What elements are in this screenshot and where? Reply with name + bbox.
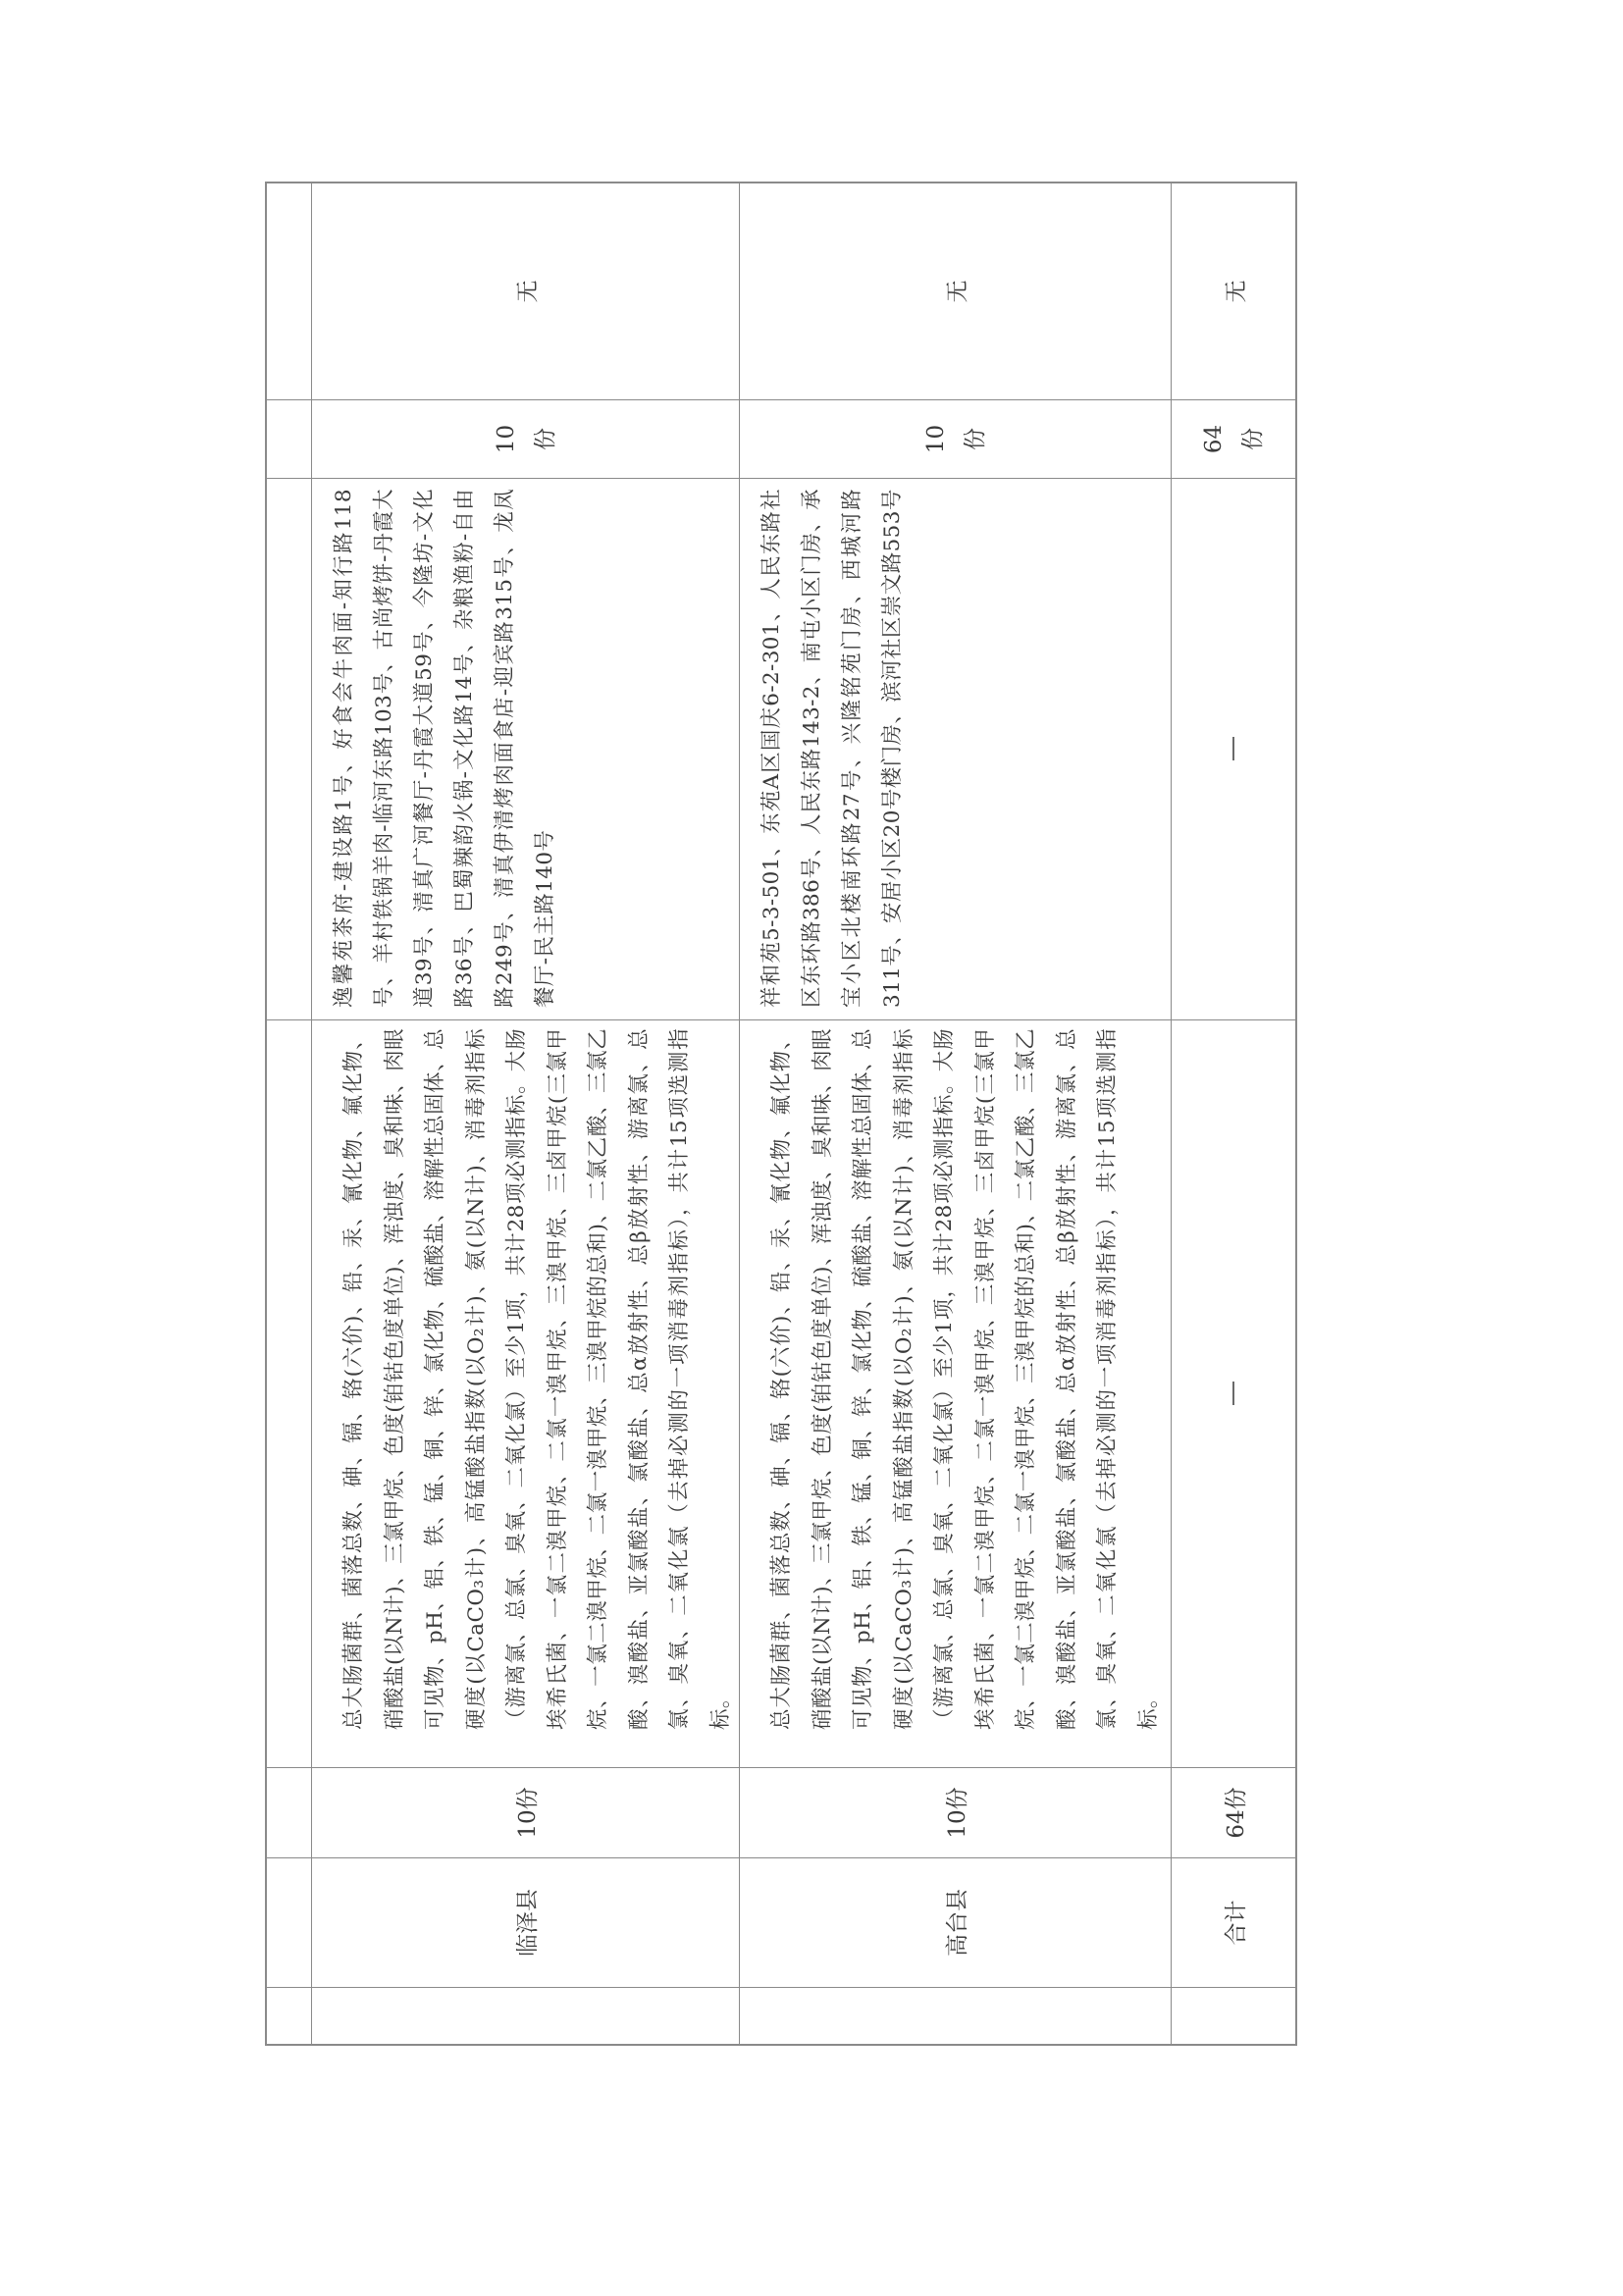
dash-mark: [1232, 1383, 1234, 1406]
empty-dash-cell: [1172, 478, 1295, 1019]
indicators-cell: 总大肠菌群、菌落总数、砷、镉、铬(六价)、铅、汞、氰化物、氟化物、硝酸盐(以N计)、三氯甲烷、色度(铂钴色度单位)、浑浊度、臭和味、肉眼可见物、pH、铝、铁、锰、铜、锌、氯化物、硫酸盐、溶解性总固体、总硬度(以CaCO₃计)、高锰酸盐指数(以O₂计)、氨(以N计)、消毒剂指标（游离氯、总氯、臭氧、二氧化氯）至少1项，共计28项必测指标。大肠埃希氏菌、一氯二溴甲烷、二氯一溴甲烷、三溴甲烷、三卤甲烷(三氯甲烷、一氯二溴甲烷、二氯一溴甲烷、三溴甲烷的总和)、二氯乙酸、三氯乙酸、溴酸盐、亚氯酸盐、氯酸盐、总α放射性、总β放射性、游离氯、总氯、臭氧、二氧化氯（去掉必测的一项消毒剂指标），共计15项选测指标。: [740, 1019, 1172, 1767]
sampling-table-grid: [267, 183, 1295, 2044]
blank-cell: [267, 183, 312, 399]
blank-cell: [312, 1987, 740, 2044]
total-address-count-cell: [1172, 399, 1295, 478]
blank-cell: [267, 399, 312, 478]
address-count-cell: [312, 399, 740, 478]
addresses-cell: 祥和苑5-3-501、东苑A区国庆6-2-301、人民东路社区东环路386号、人民东路143-2、南屯小区门房、承宝小区北楼南环路27号、兴隆铭苑门房、西城河路311号、安居小区20号楼门房、滨河社区崇文路553号: [740, 478, 1172, 1019]
dash-mark: [1232, 738, 1234, 761]
county-cell: 临泽县: [312, 1857, 740, 1987]
total-label-cell: 合计: [1172, 1857, 1295, 1987]
sampling-table: [265, 182, 1297, 2046]
total-count-cell: 64份: [1172, 1767, 1295, 1857]
address-count-number: 64: [1201, 424, 1227, 454]
blank-cell: [267, 1767, 312, 1857]
address-count-unit: 份: [962, 428, 988, 450]
address-count-number: 10: [922, 424, 949, 454]
blank-cell: [267, 1019, 312, 1767]
empty-dash-cell: [1172, 1019, 1295, 1767]
blank-cell: [267, 478, 312, 1019]
remark-cell: 无: [740, 183, 1172, 399]
county-cell: 高台县: [740, 1857, 1172, 1987]
sample-count-cell: 10份: [312, 1767, 740, 1857]
sample-count-cell: 10份: [740, 1767, 1172, 1857]
remark-cell: 无: [312, 183, 740, 399]
address-count-number: 10: [493, 424, 519, 454]
address-count-unit: 份: [532, 428, 558, 450]
addresses-cell: 逸馨苑茶府-建设路1号、好食会牛肉面-知行路118号、羊村铁锅羊肉-临河东路103号、古尚烤饼-丹霞大道39号、清真广河餐厅-丹霞大道59号、今隆坊-文化路36号、巴蜀辣韵火锅-文化路14号、杂粮渔粉-自由路249号、清真伊清烤肉面食店-迎宾路315号、龙凤餐厅-民主路140号: [312, 478, 740, 1019]
indicators-cell: 总大肠菌群、菌落总数、砷、镉、铬(六价)、铅、汞、氰化物、氟化物、硝酸盐(以N计)、三氯甲烷、色度(铂钴色度单位)、浑浊度、臭和味、肉眼可见物、pH、铝、铁、锰、铜、锌、氯化物、硫酸盐、溶解性总固体、总硬度(以CaCO₃计)、高锰酸盐指数(以O₂计)、氨(以N计)、消毒剂指标（游离氯、总氯、臭氧、二氧化氯）至少1项，共计28项必测指标。大肠埃希氏菌、一氯二溴甲烷、二氯一溴甲烷、三溴甲烷、三卤甲烷(三氯甲烷、一氯二溴甲烷、二氯一溴甲烷、三溴甲烷的总和)、二氯乙酸、三氯乙酸、溴酸盐、亚氯酸盐、氯酸盐、总α放射性、总β放射性、游离氯、总氯、臭氧、二氧化氯（去掉必测的一项消毒剂指标），共计15项选测指标。: [312, 1019, 740, 1767]
blank-cell: [1172, 1987, 1295, 2044]
address-count-cell: [740, 399, 1172, 478]
total-remark-cell: 无: [1223, 280, 1249, 303]
blank-cell: [267, 1857, 312, 1987]
blank-cell: [740, 1987, 1172, 2044]
address-count-unit: 份: [1240, 428, 1266, 450]
blank-cell: [267, 1987, 312, 2044]
